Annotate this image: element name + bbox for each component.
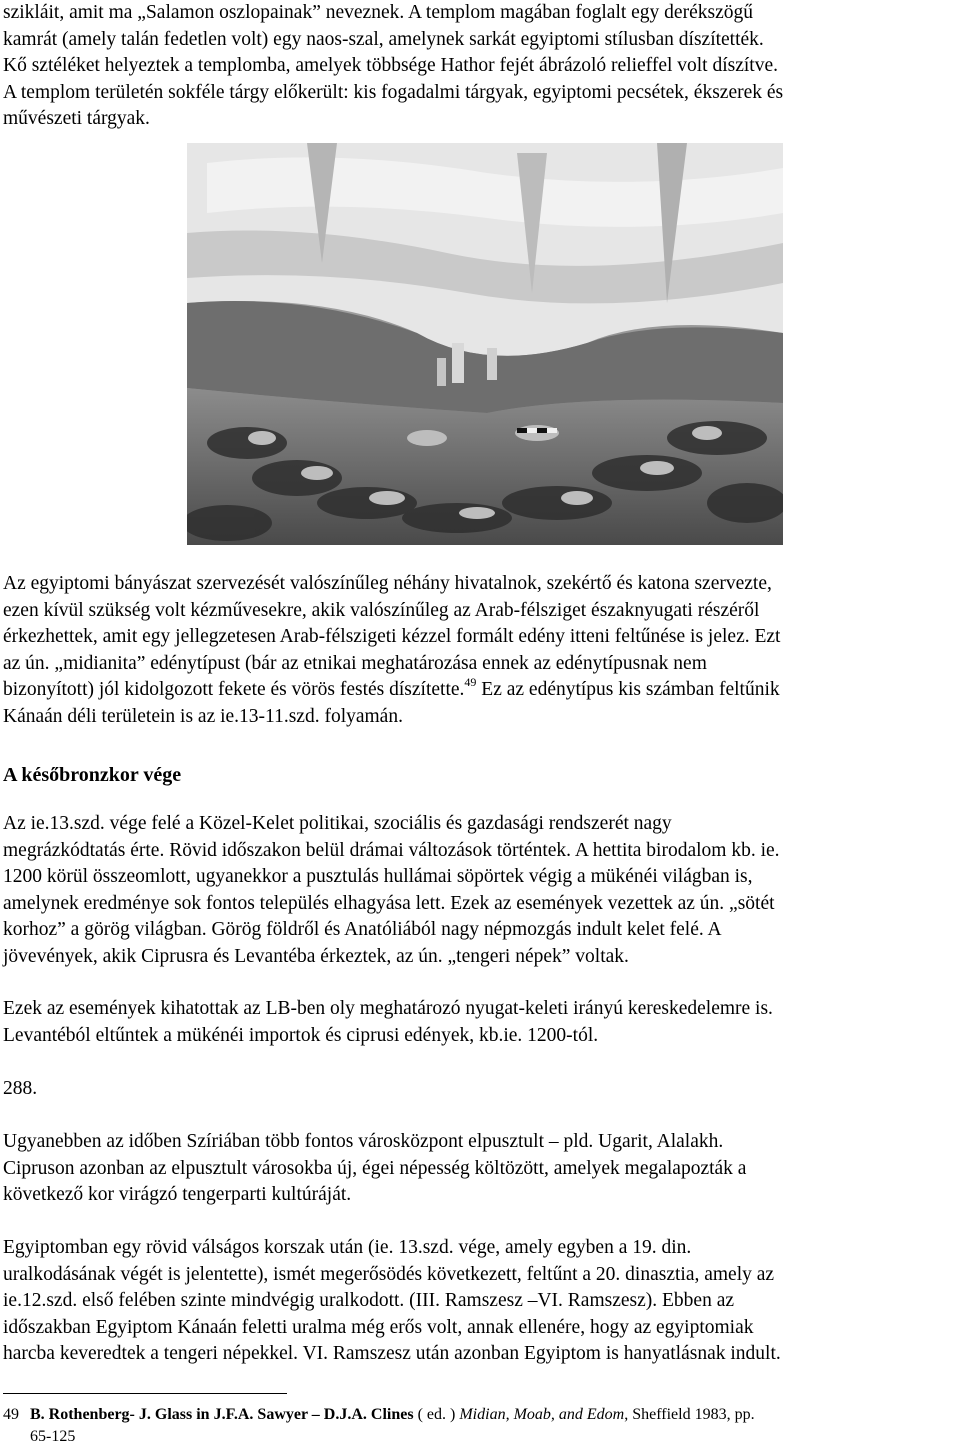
- text-line: Az egyiptomi bányászat szervezését valószínűleg néhány hivatalnok, szekértő és katona szervezte,: [3, 573, 772, 594]
- figure-number: 288.: [3, 1078, 38, 1099]
- text-line: Ugyanebben az időben Szíriában több fontos városközpont elpusztult – pld. Ugarit, Alalakh.: [3, 1131, 724, 1152]
- top-paragraph: [3, 0, 958, 133]
- egypt-paragraph: [3, 1235, 958, 1368]
- text-line: ezen kívül szükség volt kézművesekre, akik valószínűleg az Arab-félsziget északnyugati részéről: [3, 599, 760, 621]
- text-line: megrázkódtatás érte. Rövid időszakon belül drámai változások történtek. A hettita birodalom kb. ie.: [3, 839, 780, 861]
- excavation-photo-icon: [187, 143, 783, 545]
- text-line: időszakban Egyiptom Kánaán feletti uralma még erős volt, annak ellenére, hogy az egyiptomiak: [3, 1316, 754, 1338]
- text-line: kamrát (amely talán fedetlen volt) egy naos-szal, amelynek sarkát egyiptomi stílusban díszítették.: [3, 28, 764, 50]
- excavation-photo: [187, 143, 783, 545]
- text-line: művészeti tárgyak.: [3, 108, 150, 129]
- trade-paragraph: [3, 996, 958, 1049]
- text-line: harcba keveredtek a tengeri népekkel. VI. Ramszesz után azonban Egyiptom is hanyatlásnak indult.: [3, 1343, 781, 1364]
- text-line: Kő sztéléket helyeztek a templomba, amelyek többsége Hathor fejét ábrázoló relieffel volt díszítve.: [3, 55, 779, 76]
- footnote-divider: [3, 1393, 287, 1394]
- mining-paragraph: [3, 571, 958, 730]
- text-line: szikláit, amit ma „Salamon oszlopainak” neveznek. A templom magában foglalt egy derékszögű: [3, 2, 753, 23]
- collapse-paragraph: [3, 811, 958, 970]
- footnote-number: 49: [3, 1406, 19, 1423]
- text-line: Kánaán déli területein is az ie.13-11.szd. folyamán.: [3, 705, 403, 727]
- text-line: Ezek az események kihatottak az LB-ben oly meghatározó nyugat-keleti irányú kereskedelemre is.: [3, 998, 773, 1019]
- text-line: Egyiptomban egy rövid válságos korszak után (ie. 13.szd. vége, amely egyben a 19. din.: [3, 1237, 692, 1258]
- footnote-pages: 65-125: [30, 1428, 76, 1445]
- text-line: Cipruson azonban az elpusztult városokba új, égei népesség költözött, amelyek megalapozták a: [3, 1157, 747, 1179]
- footnote-reference[interactable]: 49: [464, 674, 477, 689]
- text-line: ie.12.szd. első felében szinte mindvégig uralkodott. (III. Ramszesz –VI. Ramszesz). Ebben az: [3, 1290, 735, 1311]
- section-heading: A későbronzkor vége: [3, 764, 182, 786]
- text-line: amelynek eredménye sok fontos település elhagyása lett. Ezek az események vezettek az ún. „sötét: [3, 892, 775, 914]
- text-line: jövevények, akik Ciprusra és Levantéba érkeztek, az ún. „tengeri népek” voltak.: [3, 945, 629, 967]
- text-line: következő kor virágzó tengerparti kultúráját.: [3, 1184, 352, 1205]
- footnote-editor: ( ed. ): [413, 1406, 460, 1423]
- text-segment: Ez az edénytípus kis számban feltűnik: [476, 679, 780, 700]
- footnote-publisher: , Sheffield 1983, pp.: [624, 1406, 755, 1423]
- text-segment: bizonyított) jól kidolgozott fekete és vörös festés díszítette.: [3, 679, 465, 700]
- text-line: A templom területén sokféle tárgy előkerült: kis fogadalmi tárgyak, egyiptomi pecsétek, ékszerek és: [3, 81, 784, 103]
- text-line: uralkodásának végét is jelentette), ismét megerősödés következett, feltűnt a 20. dinasztia, amely az: [3, 1263, 775, 1285]
- text-line: 1200 körül összeomlott, ugyanekkor a pusztulás hullámai söpörtek végig a mükénéi világban is,: [3, 866, 753, 887]
- syria-paragraph: [3, 1129, 958, 1209]
- footnote: [3, 1404, 958, 1448]
- text-line: az ún. „midianita” edénytípust (bár az etnikai meghatározása ennek az edénytípusnak nem: [3, 652, 707, 674]
- footnote-title: Midian, Moab, and Edom: [459, 1406, 625, 1423]
- text-line: korhoz” a görög világban. Görög földről és Anatóliából nagy népmozgás indult kelet felé. A: [3, 919, 722, 940]
- footnote-authors: B. Rothenberg- J. Glass in J.F.A. Sawyer – D.J.A. Clines: [30, 1406, 414, 1423]
- text-line: Levantéból eltűntek a mükénéi importok és ciprusi edények, kb.ie. 1200-tól.: [3, 1024, 599, 1046]
- text-line: érkezhettek, amit egy jellegzetesen Arab-félszigeti kézzel formált edény itteni feltűnése is jelez. Ezt: [3, 626, 781, 647]
- text-line: Az ie.13.szd. vége felé a Közel-Kelet politikai, szociális és gazdasági rendszerét nagy: [3, 813, 672, 834]
- text-line: [3, 674, 958, 704]
